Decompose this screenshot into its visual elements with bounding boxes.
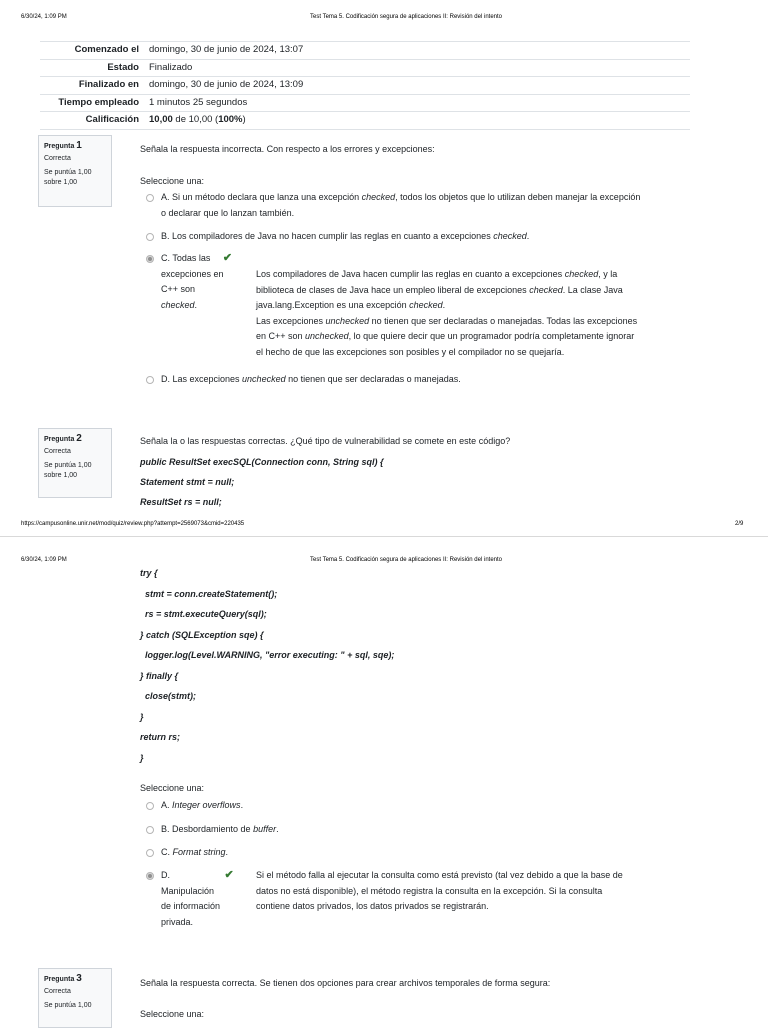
print-timestamp: 6/30/24, 1:09 PM [21,557,67,563]
question-text: Señala la respuesta correcta. Se tienen dos opciones para crear archivos temporales de forma segura: [140,978,551,988]
summary-value: Finalizado [149,61,193,73]
code-line: return rs; [140,732,181,742]
question-state: Correcta [44,155,71,162]
answer-text: A. Integer overflows. [161,800,244,810]
question-info-2 [38,428,112,498]
radio-button[interactable] [146,233,154,241]
print-page-number: 2/9 [735,521,744,527]
question-number-value: 1 [76,140,82,151]
answer-option-d[interactable] [146,868,241,930]
question-grade: Se puntúa 1,00 sobre 1,00 [44,169,92,186]
code-line: close(stmt); [140,691,197,701]
grade-value [145,112,246,129]
question-state: Correcta [44,448,71,455]
summary-value: domingo, 30 de junio de 2024, 13:09 [149,79,304,90]
question-number-value: 3 [76,973,82,984]
radio-button[interactable] [146,802,154,810]
grade-score: 10,00 [149,114,173,125]
correct-check-icon: ✔ [222,252,233,264]
question-grade: Se puntúa 1,00 [44,1002,92,1009]
summary-row [40,59,690,77]
page-separator [0,536,768,547]
radio-button[interactable] [146,194,154,202]
summary-label: Finalizado en [78,79,139,90]
grade-total: de 10,00 ( [172,114,219,125]
code-line: Statement stmt = null; [140,477,235,487]
code-line: public ResultSet execSQL(Connection conn, String sql) { [140,457,384,467]
summary-value: domingo, 30 de junio de 2024, 13:07 [149,44,304,55]
radio-button-selected[interactable] [146,872,154,880]
correct-check-icon: ✔ [224,869,234,881]
answer-option-a[interactable] [146,190,640,221]
code-line: } finally { [140,671,179,681]
answer-text: C. Todas las ✔ excepciones en C++ son checked. [161,252,233,310]
select-prompt: Seleccione una: [140,176,205,186]
print-timestamp: 6/30/24, 1:09 PM [21,14,67,20]
radio-button[interactable] [146,376,154,384]
select-prompt: Seleccione una: [140,1009,205,1019]
code-line: try { [140,568,158,578]
answer-option-a[interactable] [146,798,243,814]
answer-text: A. Si un método declara que lanza una excepción checked, todos los objetos que lo utilizan deben manejar la excepción o declarar que lo lanzan también. [161,192,641,218]
question-number [44,973,106,984]
question-number-value: 2 [76,433,82,444]
summary-value: 1 minutos 25 segundos [149,96,248,108]
answer-feedback: Si el método falla al ejecutar la consulta como está previsto (tal vez debido a que la base de datos no está disponible), el método registra la consulta en la excepción. Si la consulta contiene datos privados, los datos privados se registrarán. [256,870,623,911]
code-line: } [140,712,144,722]
answer-option-d[interactable] [146,372,461,388]
code-line: logger.log(Level.WARNING, "error executing: " + sql, sqe); [140,650,395,660]
answer-text: C. Format string. [161,847,229,857]
question-text: Señala la o las respuestas correctas. ¿Qué tipo de vulnerabilidad se comete en este código? [140,436,511,446]
summary-label: Comenzado el [74,44,139,55]
code-line: ResultSet rs = null; [140,497,222,507]
select-prompt: Seleccione una: [140,783,205,793]
summary-label: Estado [107,61,139,73]
question-text: Señala la respuesta incorrecta. Con respecto a los errores y excepciones: [140,144,435,154]
question-label: Pregunta [44,143,75,150]
summary-row [40,41,690,59]
question-state: Correcta [44,988,71,995]
code-line: } catch (SQLException sqe) { [140,630,264,640]
question-label: Pregunta [44,976,75,983]
answer-text: D. Las excepciones unchecked no tienen que ser declaradas o manejadas. [161,374,461,384]
answer-option-c[interactable] [146,251,241,313]
question-info-1 [38,135,112,207]
answer-option-b[interactable] [146,229,529,245]
summary-label: Tiempo empleado [58,96,139,108]
answer-option-b[interactable] [146,822,279,838]
print-title: Test Tema 5. Codificación segura de aplicaciones II: Revisión del intento [310,557,502,563]
code-line: stmt = conn.createStatement(); [140,589,278,599]
grade-paren: ) [242,114,246,125]
grade-percent: 100% [218,114,243,125]
code-line: rs = stmt.executeQuery(sql); [140,609,267,619]
attempt-summary-table [40,41,690,130]
question-info-3 [38,968,112,1028]
question-number [44,433,106,444]
code-line: } [140,753,144,763]
answer-text: D. ✔ Manipulación de información privada. [161,869,234,927]
summary-row [40,111,690,130]
answer-feedback: Los compiladores de Java hacen cumplir las reglas en cuanto a excepciones checked, y la biblioteca de clases de Java hace un empleo liberal de excepciones checked. La clase Java java.lang.Exception es una excepción checked. Las excepciones unchecked no tienen que ser declaradas o manejadas. Todas las excepciones en C++ son unchecked, lo que quiere decir que un programador podría completamente ignorar el hecho de que las excepciones son posibles y el compilador no se quejaría. [256,269,638,357]
radio-button[interactable] [146,849,154,857]
answer-text: B. Los compiladores de Java no hacen cumplir las reglas en cuanto a excepciones checked. [161,231,530,241]
question-number [44,140,106,151]
summary-label: Calificación [85,114,139,125]
radio-button[interactable] [146,826,154,834]
summary-row [40,94,690,112]
answer-text: B. Desbordamiento de buffer. [161,824,279,834]
answer-option-c[interactable] [146,845,228,861]
print-title: Test Tema 5. Codificación segura de aplicaciones II: Revisión del intento [310,14,502,20]
summary-row [40,76,690,94]
question-grade: Se puntúa 1,00 sobre 1,00 [44,462,92,479]
print-url: https://campusonline.unir.net/mod/quiz/review.php?attempt=2569073&cmid=220435 [21,521,245,527]
radio-button-selected[interactable] [146,255,154,263]
question-label: Pregunta [44,436,75,443]
